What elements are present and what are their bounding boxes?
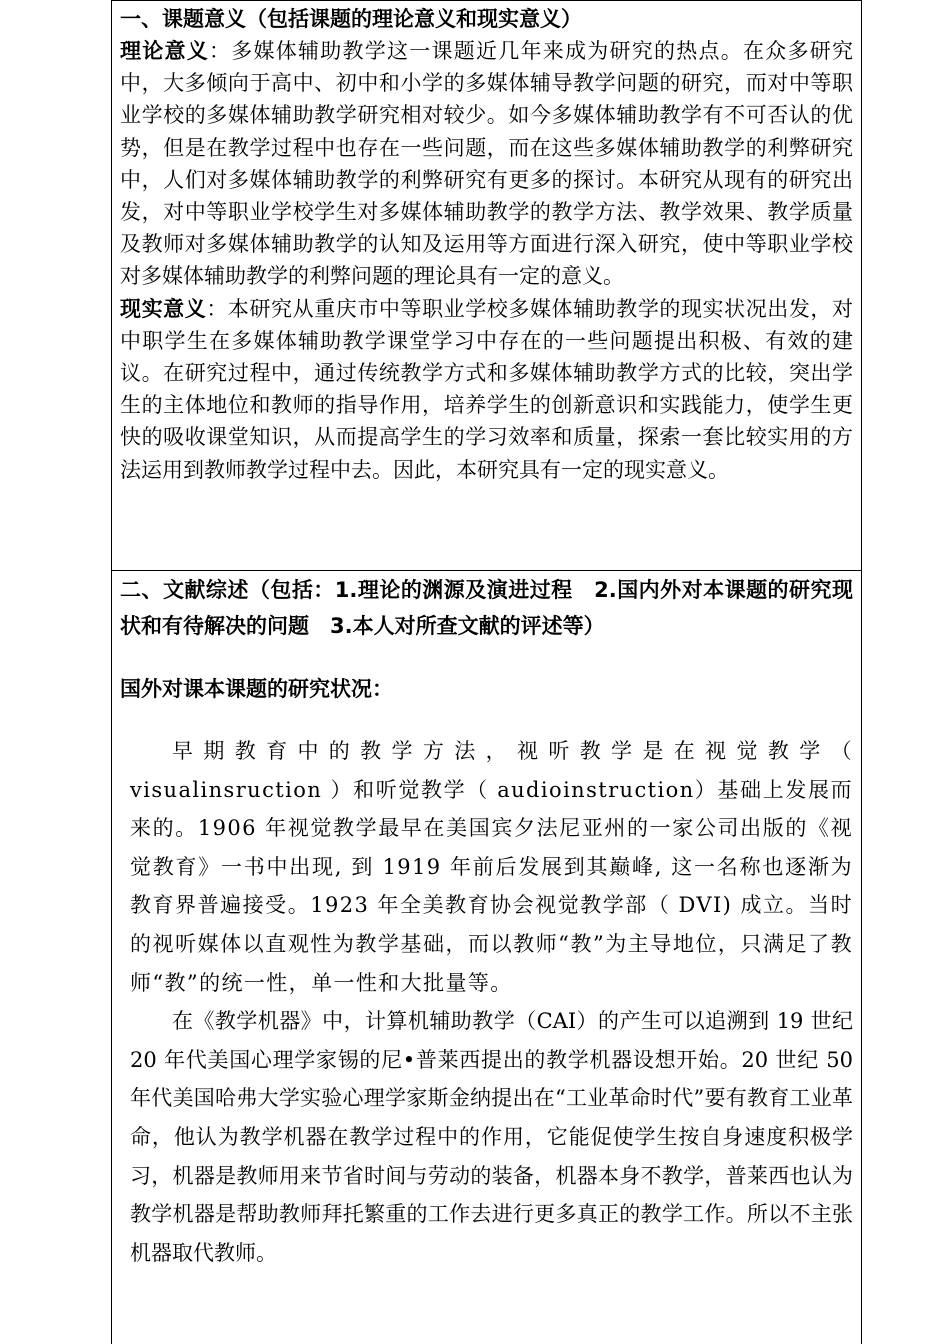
- theory-significance-text: ：多媒体辅助教学这一课题近几年来成为研究的热点。在众多研究中，大多倾向于高中、初中和小学的多媒体辅导教学问题的研究，而对中等职业学校的多媒体辅助教学研究相对较少。如今多媒体辅助教学有不可否认的优势，但是在教学过程中也存在一些问题，而在这些多媒体辅助教学的利弊研究中，人们对多媒体辅助教学的利弊研究有更多的探讨。本研究从现有的研究出发，对中等职业学校学生对多媒体辅助教学的教学方法、教学效果、教学质量及教师对多媒体辅助教学的认知及运用等方面进行深入研究，使中等职业学校对多媒体辅助教学的利弊问题的理论具有一定的意义。: [120, 39, 853, 289]
- theory-significance-paragraph: [120, 35, 853, 293]
- section1-heading: 一、课题意义（包括课题的理论意义和现实意义）: [120, 7, 582, 31]
- foreign-research-subheading: 国外对课本课题的研究状况：: [120, 677, 393, 701]
- practical-significance-paragraph: [120, 293, 853, 486]
- practical-significance-text: ：本研究从重庆市中等职业学校多媒体辅助教学的现实状况出发，对中职学生在多媒体辅助教学课堂学习中存在的一些问题提出积极、有效的建议。在研究过程中，通过传统教学方式和多媒体辅助教学方式的比较，突出学生的主体地位和教师的指导作用，培养学生的创新意识和实践能力，使学生更快的吸收课堂知识，从而提高学生的学习效率和质量，探索一套比较实用的方法运用到教师教学过程中去。因此，本研究具有一定的现实意义。: [120, 296, 854, 482]
- section-significance: [112, 0, 861, 571]
- literature-paragraph-1: 早期教育中的教学方法，视听教学是在视觉教学（ visualinsruction ）和听觉教学（ audioinstruction）基础上发展而来的。1906 年视觉教学最早在美国宾夕法尼亚州的一家公司出版的《视觉教育》一书中出现, 到 1919 年前后发展到其巅峰, 这一名称也逐渐为教育界普遍接受。1923 年全美教育协会视觉教学部（ DVI) 成立。当时的视听媒体以直观性为教学基础，而以教师“教”为主导地位，只满足了教师“教”的统一性，单一性和大批量等。: [130, 739, 853, 995]
- theory-significance-label: 理论意义: [120, 39, 209, 63]
- literature-paragraph-2: 在《教学机器》中，计算机辅助教学（CAI）的产生可以追溯到 19 世纪 20 年代美国心理学家锡的尼•普莱西提出的教学机器设想开始。20 世纪 50 年代美国哈弗大学实验心理学家斯金纳提出在“工业革命时代”要有教育工业革命，他认为教学机器在教学过程中的作用，它能促使学生按自身速度积极学习，机器是教师用来节省时间与劳动的装备，机器本身不教学，普莱西也认为教学机器是帮助教师拜托繁重的工作去进行更多真正的教学工作。所以不主张机器取代教师。: [130, 1009, 853, 1265]
- document-page: [111, 0, 862, 1344]
- section-literature-review: [112, 571, 861, 1344]
- literature-body: [130, 732, 853, 1272]
- section2-heading: 二、文献综述（包括：1.理论的渊源及演进过程 2.国内外对本课题的研究现状和有待解决的问题 3.本人对所查文献的评述等）: [120, 578, 853, 638]
- practical-significance-label: 现实意义: [120, 296, 207, 321]
